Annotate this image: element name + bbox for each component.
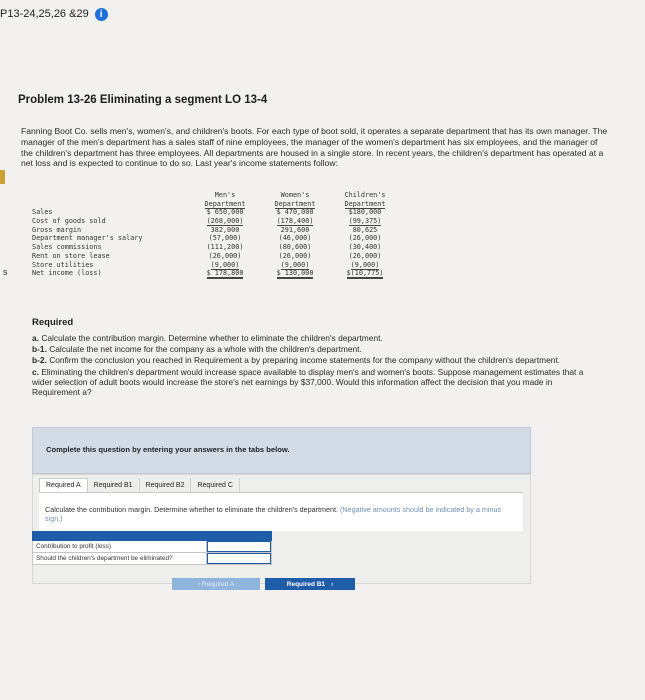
answer-row: [32, 553, 272, 565]
statement-cell: 291,600: [280, 225, 310, 234]
statement-cell: (268,000): [206, 217, 244, 226]
statement-row: [32, 208, 402, 217]
statement-row: [32, 261, 402, 270]
answer-area: [32, 474, 531, 584]
statement-row: [32, 217, 402, 226]
required-heading: Required: [32, 317, 74, 328]
statement-cell: $ 470,000: [276, 208, 314, 217]
answer-table-header: [32, 531, 272, 541]
tab-required-b2[interactable]: Required B2: [140, 478, 192, 492]
requirement-tabs: [39, 478, 240, 492]
negative-note: (Negative amounts should be indicated by a minus sign.): [45, 505, 502, 523]
column-header: Department: [274, 199, 316, 208]
left-accent-bar: [0, 170, 5, 184]
statement-row-label: Rent on store lease: [32, 251, 110, 260]
statement-row-label: Sales commissions: [32, 243, 102, 252]
required-item-b2: b-2. Confirm the conclusion you reached in Requirement a by preparing income statements for the company without the children's department.: [32, 355, 561, 366]
statement-row-label: Store utilities: [32, 260, 94, 269]
statement-cell: (26,000): [348, 234, 382, 243]
statement-cell: (57,000): [208, 234, 242, 243]
statement-row-label: Cost of goods sold: [32, 217, 106, 226]
statement-cell: 80,625: [352, 225, 378, 234]
required-item-a: a. Calculate the contribution margin. Determine whether to eliminate the children's department.: [32, 333, 383, 343]
tab-required-b1[interactable]: Required B1: [88, 478, 140, 492]
banner-text: Complete this question by entering your answers in the tabs below.: [46, 445, 290, 454]
statement-row: [32, 252, 402, 261]
instruction-banner: [32, 427, 531, 474]
statement-cell: (30,400): [348, 243, 382, 252]
income-statement-table: [32, 191, 402, 278]
statement-cell: $180,000: [348, 208, 382, 217]
statement-row: [32, 234, 402, 243]
statement-cell: $ 130,000: [276, 269, 314, 278]
next-button[interactable]: Required B1 ›: [265, 578, 355, 590]
tab-panel: [39, 492, 523, 531]
column-header: Department: [204, 199, 246, 208]
answer-table: [32, 531, 272, 565]
statement-cell: $ 178,800: [206, 269, 244, 278]
statement-cell: $(10,775): [346, 269, 384, 278]
required-item-c: c. Eliminating the children's department would increase space available to display men's and women's boots. Suppose management estimates that a wider selection of adult boots would increase the store's net earnings by $37,000. Would this information affect the decision that you made in Requirement a?: [32, 366, 584, 398]
statement-cell: (178,400): [276, 217, 314, 226]
statement-row-label: Net income (loss): [32, 269, 102, 278]
statement-row: [32, 269, 402, 278]
prev-button[interactable]: ‹ Required A: [172, 578, 260, 590]
chevron-right-icon: ›: [331, 580, 334, 588]
statement-row: [32, 226, 402, 235]
chevron-left-icon: ‹: [197, 580, 201, 588]
column-header: Men's: [214, 191, 236, 199]
panel-instruction: Calculate the contribution margin. Determine whether to eliminate the children's department. (Negative amounts should be indicated by a minus sign.): [45, 505, 502, 523]
answer-label: Should the children's department be eliminated?: [33, 553, 207, 564]
statement-cell: 382,000: [210, 225, 240, 234]
problem-title: Problem 13-26 Eliminating a segment LO 13-4: [18, 94, 268, 106]
column-header-row-1: [32, 191, 402, 200]
required-list: [32, 333, 592, 398]
column-header: Children's: [344, 191, 386, 199]
statement-cell: (46,000): [278, 234, 312, 243]
problem-header: [0, 4, 108, 24]
tab-required-c[interactable]: Required C: [191, 478, 239, 492]
side-marker: s: [3, 267, 8, 277]
required-item-b1: b-1. Calculate the net income for the company as a whole with the children's department.: [32, 344, 362, 355]
statement-cell: (26,000): [208, 251, 242, 260]
answer-label: Contribution to profit (loss): [33, 541, 207, 552]
info-icon[interactable]: i: [95, 8, 108, 21]
answer-row: [32, 541, 272, 553]
statement-cell: (9,000): [350, 260, 380, 269]
statement-cell: (26,000): [278, 251, 312, 260]
statement-cell: $ 650,000: [206, 208, 244, 217]
tab-required-a[interactable]: Required A: [39, 478, 88, 492]
statement-cell: (26,000): [348, 251, 382, 260]
statement-cell: (99,375): [348, 217, 382, 226]
statement-row-label: Gross margin: [32, 225, 82, 234]
column-header-row-2: [32, 200, 402, 209]
statement-row: [32, 243, 402, 252]
eliminate-dept-input[interactable]: [207, 553, 271, 564]
statement-cell: (80,600): [278, 243, 312, 252]
statement-cell: (9,000): [210, 260, 240, 269]
statement-cell: (9,000): [280, 260, 310, 269]
income-statement-body: [32, 208, 402, 278]
problem-intro: Fanning Boot Co. sells men's, women's, and children's boots. For each type of boot sold, it operates a separate department that has its own manager. The manager of the men's department has a sales staff of nine employees, the manager of the women's department has six employees, and the manager of the children's department has three employees. All departments are housed in a single store. In recent years, the children's department has operated at a net loss and is expected to continue to do so. Last year's income statements follow:: [21, 126, 608, 169]
contribution-input[interactable]: [207, 541, 271, 552]
column-header: Women's: [280, 191, 310, 199]
statement-cell: (111,200): [206, 243, 244, 252]
statement-row-label: Sales: [32, 208, 53, 217]
column-header: Department: [344, 199, 386, 208]
statement-row-label: Department manager's salary: [32, 234, 143, 243]
problem-ref: P13-24,25,26 &29: [0, 8, 89, 20]
